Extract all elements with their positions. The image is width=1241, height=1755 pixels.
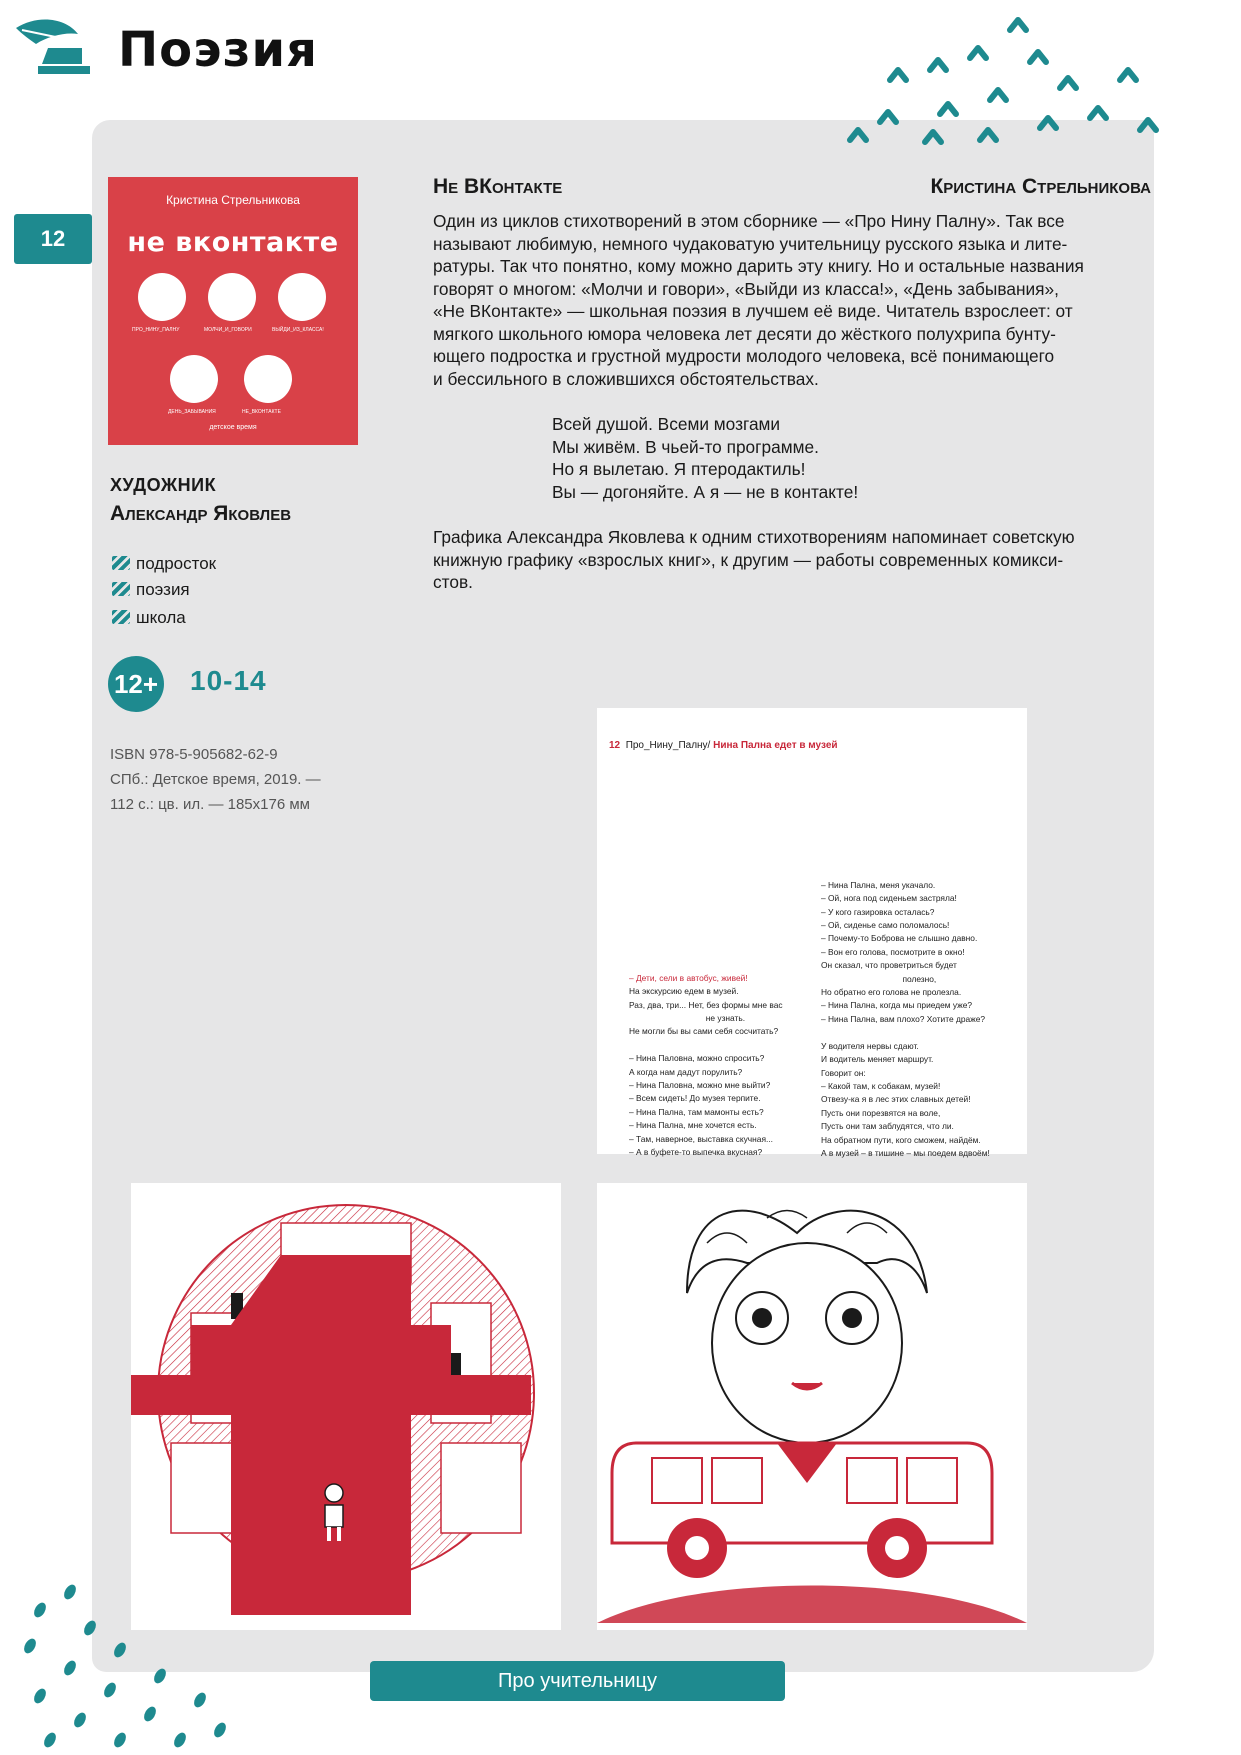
verse-quote: Всей душой. Всеми мозгами Мы живём. В чьей-то программе. Но я вылетаю. Я птеродактиль! Вы — догоняйте. А я — не в контакте! — [552, 414, 859, 502]
age-rating-badge: 12+ — [108, 656, 164, 712]
pages-line: 112 с.: цв. ил. — 185x176 мм — [110, 796, 310, 813]
brush-bullet-icon — [112, 556, 130, 570]
cover-chapter-label: ДЕНЬ_ЗАБЫВАНИЯ — [168, 409, 216, 415]
illustration-teacher-bus — [597, 1183, 1027, 1630]
brush-bullet-icon — [112, 610, 130, 624]
book-title: Не ВКонтакте — [433, 175, 563, 198]
tag-item: поэзия — [112, 580, 190, 600]
footer-topic-band: Про учительницу — [370, 1661, 785, 1701]
book-cover — [108, 177, 358, 445]
brush-bullet-icon — [112, 582, 130, 596]
cover-chapter-icon — [208, 273, 256, 321]
age-range: 10-14 — [190, 665, 267, 696]
page-number-tab: 12 — [14, 214, 92, 264]
isbn: ISBN 978-5-905682-62-9 — [110, 746, 278, 763]
cover-chapter-icon — [138, 273, 186, 321]
spread-left-column: – Дети, сели в автобус, живей! На экскурсию едем в музей. Раз, два, три... Нет, без формы мне вас не узнать. Не могли бы вы сами себя сосчитать? – Нина Паловна, можно спросить? А когда нам дадут порулить? – Нина Паловна, можно мне выйти? – Всем сидеть! До музея терпите. – Нина Пална, там мамонты есть? – Нина Пална, мне хочется есть. – Там, наверное, выставка скучная... – А в буфете-то выпечка вкусная? — [629, 972, 783, 1158]
decorative-dots — [10, 1580, 240, 1750]
spread-right-column: – Нина Пална, меня укачало. – Ой, нога под сиденьем застряла! – У кого газировка осталась? – Ой, сиденье само поломалось! – Почему-то Боброва не слышно давно. – Вон его голова, посмотрите в окно! Он сказал, что проветриться будет полезно, Но обратно его голова не пролезла. – Нина Пална, когда мы приедем уже? – Нина Пална, вам плохо? Хотите драже? У водителя нервы сдают. И водитель меняет маршрут. Говорит он: – Какой там, к собакам, музей! Отвезу-ка я в лес этих славных детей! Пусть они порезвятся на воле, Пусть они там заблудятся, что ли. На обратном пути, кого сможем, найдём. А в музей – в тишине – мы поедем вдвоём! — [821, 879, 990, 1158]
cover-title: не вконтакте — [127, 227, 339, 258]
city-giant-drawing — [131, 1183, 561, 1630]
description-paragraph: Один из циклов стихотворений в этом сборнике — «Про Нину Палну». Так все называют любимую, немного чудаковатую учительницу русского языка и лите- ратуры. Так что понятно, кому можно дарить эту книгу. Но и остальные названия говорят о многом: «Молчи и говори», «Выйди из класса!», «День забывания», «Не ВКонтакте» — школьная поэзия в лучшем её виде. Читатель взрослеет: от мягкого школьного юмора человека лет десяти до жёсткого полухрипа бунту- ющего подростка и грустной мудрости молодого человека, всё понимающего и бессильного в сложившихся обстоятельствах. — [433, 211, 1084, 389]
cover-chapter-icon — [170, 355, 218, 403]
cover-chapter-label: МОЛЧИ_И_ГОВОРИ — [204, 327, 252, 333]
cover-author: Кристина Стрельникова — [166, 193, 300, 207]
teacher-bus-drawing — [597, 1183, 1027, 1630]
cover-chapter-label: ВЫЙДИ_ИЗ_КЛАССА! — [272, 327, 324, 333]
cover-chapter-label: ПРО_НИНУ_ПАЛНУ — [132, 327, 180, 333]
graphics-note-paragraph: Графика Александра Яковлева к одним стихотворениям напоминает советскую книжную графику «взрослых книг», к другим — работы современных комикси- стов. — [433, 527, 1075, 592]
artist-role: ХУДОЖНИК — [110, 475, 217, 495]
book-spread-page — [597, 708, 1027, 1158]
publisher-line: СПб.: Детское время, 2019. — — [110, 771, 321, 788]
artist-name: Александр Яковлев — [110, 502, 292, 525]
quill-inkwell-icon — [8, 10, 98, 80]
spread-heading: 12 Про_Нину_Палну/ Нина Пална едет в музей — [609, 740, 838, 751]
illustration-city-giant — [131, 1183, 561, 1630]
tag-item: подросток — [112, 554, 216, 574]
book-author: Кристина Стрельникова — [930, 175, 1151, 198]
cover-chapter-icon — [278, 273, 326, 321]
cover-publisher: детское время — [209, 424, 257, 431]
tag-item: школа — [112, 608, 186, 628]
cover-chapter-label: НЕ_ВКОНТАКТЕ — [242, 409, 281, 415]
cover-chapter-icon — [244, 355, 292, 403]
section-title: Поэзия — [118, 22, 318, 78]
decorative-chevrons — [830, 10, 1160, 155]
